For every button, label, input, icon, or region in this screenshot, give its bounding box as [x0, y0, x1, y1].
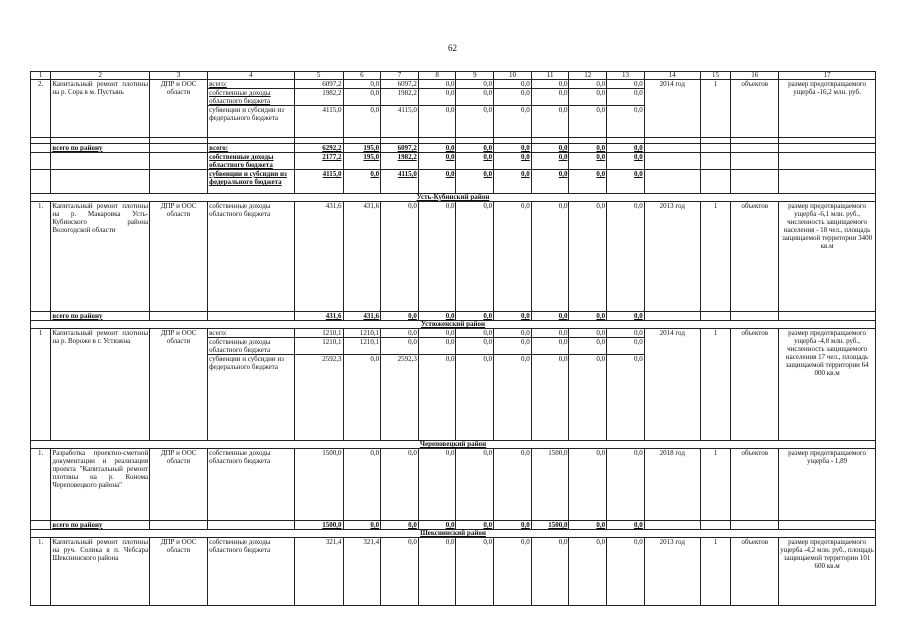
amount-cell: 0,0: [531, 144, 569, 153]
amount-cell: 0,0: [607, 106, 645, 138]
amount-cell: 0,0: [343, 80, 381, 89]
amount-cell: 6097,2: [294, 80, 343, 89]
amount-cell: 0,0: [418, 202, 456, 312]
column-header: 8: [418, 72, 456, 80]
amount-cell: 0,0: [494, 153, 532, 170]
amount-cell: 6097,2: [381, 144, 419, 153]
amount-cell: 0,0: [456, 144, 494, 153]
amount-cell: 0,0: [456, 153, 494, 170]
amount-cell: 0,0: [607, 153, 645, 170]
amount-cell: 1982,2: [381, 153, 419, 170]
amount-cell: 0,0: [418, 153, 456, 170]
amount-cell: 0,0: [456, 329, 494, 338]
amount-cell: 1500,0: [531, 521, 569, 530]
section-title: Череповецкий район: [31, 441, 876, 449]
amount-cell: 1210,1: [343, 329, 381, 338]
column-header: 10: [494, 72, 532, 80]
amount-cell: 0,0: [418, 170, 456, 194]
funding-source: всего:: [208, 80, 295, 89]
amount-cell: 0,0: [569, 89, 607, 106]
empty-cell: [779, 170, 876, 194]
amount-cell: 0,0: [343, 89, 381, 106]
amount-cell: 0,0: [456, 170, 494, 194]
amount-cell: 0,0: [531, 89, 569, 106]
amount-cell: 0,0: [531, 80, 569, 89]
row-index: 1.: [31, 449, 51, 521]
amount-cell: 0,0: [569, 106, 607, 138]
amount-cell: 2592,3: [294, 355, 343, 441]
table-row: [31, 202, 876, 312]
empty-cell: [779, 144, 876, 153]
quantity: 1: [700, 329, 731, 441]
amount-cell: 0,0: [343, 521, 381, 530]
total-label: [51, 170, 150, 194]
column-header: 9: [456, 72, 494, 80]
empty-cell: [731, 144, 779, 153]
amount-cell: 1500,0: [294, 449, 343, 521]
empty-cell: [700, 312, 731, 321]
funding-source: собственные доходы областного бюджета: [208, 338, 295, 355]
column-header: 11: [531, 72, 569, 80]
amount-cell: 0,0: [456, 89, 494, 106]
amount-cell: 1500,0: [294, 521, 343, 530]
amount-cell: 0,0: [607, 170, 645, 194]
section-title-row: [31, 441, 876, 449]
amount-cell: 0,0: [607, 312, 645, 321]
amount-cell: 0,0: [456, 521, 494, 530]
section-title: Шекснинский район: [31, 530, 876, 538]
empty-cell: [731, 312, 779, 321]
amount-cell: 0,0: [494, 144, 532, 153]
period: 2018 год: [644, 449, 700, 521]
amount-cell: 6292,2: [294, 144, 343, 153]
empty-cell: [731, 153, 779, 170]
result-indicator: размер предотвращаемого ущерба - 1,89: [779, 449, 876, 521]
empty-cell: [644, 521, 700, 530]
amount-cell: 321,4: [343, 538, 381, 606]
amount-cell: 0,0: [607, 329, 645, 338]
row-index: 1.: [31, 538, 51, 606]
funding-source: собственные доходы областного бюджета: [208, 89, 295, 106]
amount-cell: 1210,1: [294, 338, 343, 355]
column-header: 13: [607, 72, 645, 80]
table-row: [31, 329, 876, 338]
total-label: всего по району: [51, 312, 150, 321]
section-title: Устюженский район: [31, 321, 876, 329]
total-label: всего по району: [51, 144, 150, 153]
quantity: 1: [700, 449, 731, 521]
unit: объектов: [731, 80, 779, 138]
amount-cell: 0,0: [456, 312, 494, 321]
empty-cell: [644, 312, 700, 321]
amount-cell: 0,0: [607, 521, 645, 530]
amount-cell: 0,0: [456, 538, 494, 606]
amount-cell: 0,0: [418, 312, 456, 321]
amount-cell: 0,0: [456, 338, 494, 355]
amount-cell: 0,0: [418, 329, 456, 338]
column-header: 7: [381, 72, 419, 80]
amount-cell: 0,0: [607, 202, 645, 312]
period: 2013 год: [644, 202, 700, 312]
empty-cell: [31, 144, 51, 153]
amount-cell: 0,0: [418, 338, 456, 355]
section-title-row: [31, 321, 876, 329]
amount-cell: 0,0: [343, 449, 381, 521]
amount-cell: 0,0: [343, 170, 381, 194]
amount-cell: 0,0: [531, 312, 569, 321]
amount-cell: 0,0: [418, 106, 456, 138]
column-header: 12: [569, 72, 607, 80]
amount-cell: 1500,0: [531, 449, 569, 521]
column-header: 14: [644, 72, 700, 80]
empty-cell: [31, 170, 51, 194]
empty-cell: [644, 144, 700, 153]
amount-cell: 0,0: [531, 170, 569, 194]
amount-cell: 0,0: [494, 106, 532, 138]
table-row: [31, 170, 876, 194]
funding-source: собственные доходы областного бюджета: [208, 202, 295, 312]
section-title: Усть-Кубинский район: [31, 194, 876, 202]
amount-cell: 0,0: [531, 355, 569, 441]
amount-cell: 0,0: [418, 521, 456, 530]
amount-cell: 0,0: [494, 449, 532, 521]
amount-cell: 0,0: [531, 106, 569, 138]
amount-cell: 0,0: [531, 538, 569, 606]
quantity: 1: [700, 538, 731, 606]
amount-cell: 0,0: [531, 153, 569, 170]
amount-cell: 0,0: [569, 80, 607, 89]
empty-cell: [779, 312, 876, 321]
amount-cell: 0,0: [607, 355, 645, 441]
amount-cell: 0,0: [494, 312, 532, 321]
column-header: 6: [343, 72, 381, 80]
empty-cell: [644, 153, 700, 170]
amount-cell: 2592,3: [381, 355, 419, 441]
amount-cell: 6097,2: [381, 80, 419, 89]
table-row: [31, 80, 876, 89]
empty-cell: [208, 312, 295, 321]
column-header: 2: [51, 72, 150, 80]
responsible-org: ДПР и ООС области: [150, 202, 208, 312]
object-name: Капитальный ремонт плотины на р. Макаровка Усть-Кубинского района Вологодской области: [51, 202, 150, 312]
amount-cell: 0,0: [381, 202, 419, 312]
funding-source: субвенции и субсидии из федерального бюджета: [208, 170, 295, 194]
amount-cell: 431,6: [343, 202, 381, 312]
amount-cell: 0,0: [456, 80, 494, 89]
amount-cell: 0,0: [456, 106, 494, 138]
section-title-row: [31, 194, 876, 202]
column-header: 15: [700, 72, 731, 80]
amount-cell: 0,0: [494, 521, 532, 530]
amount-cell: 431,6: [294, 312, 343, 321]
funding-source: всего:: [208, 329, 295, 338]
amount-cell: 4115,0: [294, 170, 343, 194]
amount-cell: 0,0: [381, 329, 419, 338]
amount-cell: 0,0: [456, 202, 494, 312]
column-header: 4: [208, 72, 295, 80]
object-name: Капитальный ремонт плотины на руч. Солика в п. Чебсара Шекснинского района: [51, 538, 150, 606]
quantity: 1: [700, 80, 731, 138]
responsible-org: ДПР и ООС области: [150, 329, 208, 441]
section-title-row: [31, 530, 876, 538]
amount-cell: 0,0: [343, 106, 381, 138]
amount-cell: 0,0: [418, 355, 456, 441]
empty-cell: [31, 312, 51, 321]
result-indicator: размер предотвращаемого ущерба -16,2 млн. руб.: [779, 80, 876, 138]
amount-cell: 0,0: [607, 538, 645, 606]
table-row: [31, 521, 876, 530]
amount-cell: 0,0: [494, 538, 532, 606]
amount-cell: 0,0: [494, 170, 532, 194]
amount-cell: 1982,2: [381, 89, 419, 106]
amount-cell: 0,0: [607, 144, 645, 153]
funding-source: субвенции и субсидии из федерального бюджета: [208, 106, 295, 138]
responsible-org: ДПР и ООС области: [150, 538, 208, 606]
amount-cell: 0,0: [531, 329, 569, 338]
column-header: 5: [294, 72, 343, 80]
table-row: [31, 144, 876, 153]
row-index: 1: [31, 329, 51, 441]
amount-cell: 431,6: [343, 312, 381, 321]
empty-cell: [700, 521, 731, 530]
object-name: Капитальный ремонт плотины на р. Сора в м. Пустынь: [51, 80, 150, 138]
amount-cell: 0,0: [381, 312, 419, 321]
amount-cell: 321,4: [294, 538, 343, 606]
unit: объектов: [731, 449, 779, 521]
amount-cell: 0,0: [494, 202, 532, 312]
funding-source: собственные доходы областного бюджета: [208, 449, 295, 521]
amount-cell: 0,0: [569, 355, 607, 441]
amount-cell: 0,0: [494, 80, 532, 89]
empty-cell: [150, 153, 208, 170]
column-header: 1: [31, 72, 51, 80]
amount-cell: 0,0: [418, 538, 456, 606]
funding-source: субвенции и субсидии из федерального бюджета: [208, 355, 295, 441]
amount-cell: 0,0: [569, 144, 607, 153]
amount-cell: 0,0: [569, 338, 607, 355]
object-name: Капитальный ремонт плотины на р. Вороже в г. Устюжна: [51, 329, 150, 441]
amount-cell: 0,0: [381, 449, 419, 521]
amount-cell: 0,0: [531, 202, 569, 312]
amount-cell: 0,0: [569, 329, 607, 338]
empty-cell: [150, 170, 208, 194]
budget-table: [30, 71, 876, 606]
empty-cell: [779, 521, 876, 530]
amount-cell: 0,0: [607, 80, 645, 89]
header-row: [31, 72, 876, 80]
table-row: [31, 538, 876, 606]
amount-cell: 0,0: [494, 355, 532, 441]
table-row: [31, 153, 876, 170]
table-row: [31, 449, 876, 521]
empty-cell: [31, 521, 51, 530]
result-indicator: размер предотвращаемого ущерба -6,1 млн. руб., численность защищаемого населения - 18 чел., площадь защищаемой территории 3400 кв.м: [779, 202, 876, 312]
period: 2013 год: [644, 538, 700, 606]
empty-cell: [150, 144, 208, 153]
amount-cell: 0,0: [381, 538, 419, 606]
empty-cell: [779, 153, 876, 170]
amount-cell: 0,0: [607, 89, 645, 106]
row-index: 2.: [31, 80, 51, 138]
unit: объектов: [731, 329, 779, 441]
empty-cell: [644, 170, 700, 194]
amount-cell: 1210,1: [294, 329, 343, 338]
amount-cell: 0,0: [569, 538, 607, 606]
amount-cell: 0,0: [418, 449, 456, 521]
period: 2014 год: [644, 80, 700, 138]
amount-cell: 195,0: [343, 153, 381, 170]
total-label: всего по району: [51, 521, 150, 530]
amount-cell: 0,0: [418, 89, 456, 106]
amount-cell: 4115,0: [381, 170, 419, 194]
empty-cell: [731, 521, 779, 530]
amount-cell: 0,0: [456, 355, 494, 441]
empty-cell: [700, 170, 731, 194]
table-row: [31, 312, 876, 321]
amount-cell: 0,0: [494, 89, 532, 106]
empty-cell: [150, 312, 208, 321]
amount-cell: 0,0: [607, 449, 645, 521]
amount-cell: 0,0: [569, 312, 607, 321]
funding-source: всего:: [208, 144, 295, 153]
amount-cell: 0,0: [494, 329, 532, 338]
empty-cell: [208, 521, 295, 530]
period: 2014 год: [644, 329, 700, 441]
amount-cell: 0,0: [456, 449, 494, 521]
funding-source: собственные доходы областного бюджета: [208, 153, 295, 170]
empty-cell: [700, 153, 731, 170]
responsible-org: ДПР и ООС области: [150, 449, 208, 521]
amount-cell: 0,0: [569, 449, 607, 521]
object-name: Разработка проектно-сметной документации и реализация проекта "Капитальный ремонт плотины на р. Конома Череповецкого района": [51, 449, 150, 521]
column-header: 3: [150, 72, 208, 80]
amount-cell: 0,0: [343, 355, 381, 441]
page-number: 62: [448, 43, 457, 53]
row-index: 1.: [31, 202, 51, 312]
column-header: 16: [731, 72, 779, 80]
amount-cell: 4115,0: [294, 106, 343, 138]
total-label: [51, 153, 150, 170]
empty-cell: [700, 144, 731, 153]
amount-cell: 0,0: [569, 521, 607, 530]
amount-cell: 0,0: [381, 338, 419, 355]
empty-cell: [150, 521, 208, 530]
empty-cell: [731, 170, 779, 194]
result-indicator: размер предотвращаемого ущерба -4,2 млн. руб., площадь защищаемой территории 101 600 кв.м: [779, 538, 876, 606]
amount-cell: 2177,2: [294, 153, 343, 170]
amount-cell: 4115,0: [381, 106, 419, 138]
amount-cell: 1982,2: [294, 89, 343, 106]
amount-cell: 0,0: [418, 80, 456, 89]
amount-cell: 0,0: [381, 521, 419, 530]
amount-cell: 431,6: [294, 202, 343, 312]
amount-cell: 1210,1: [343, 338, 381, 355]
empty-cell: [31, 153, 51, 170]
unit: объектов: [731, 202, 779, 312]
amount-cell: 0,0: [494, 338, 532, 355]
unit: объектов: [731, 538, 779, 606]
amount-cell: 0,0: [569, 170, 607, 194]
amount-cell: 195,0: [343, 144, 381, 153]
amount-cell: 0,0: [531, 338, 569, 355]
amount-cell: 0,0: [569, 202, 607, 312]
quantity: 1: [700, 202, 731, 312]
amount-cell: 0,0: [607, 338, 645, 355]
responsible-org: ДПР и ООС области: [150, 80, 208, 138]
amount-cell: 0,0: [569, 153, 607, 170]
funding-source: собственные доходы областного бюджета: [208, 538, 295, 606]
amount-cell: 0,0: [418, 144, 456, 153]
result-indicator: размер предотвращаемого ущерба -4,8 млн. руб., численность защищаемого населения 17 чел., площадь защищаемой территории 64 000 кв.м: [779, 329, 876, 441]
column-header: 17: [779, 72, 876, 80]
